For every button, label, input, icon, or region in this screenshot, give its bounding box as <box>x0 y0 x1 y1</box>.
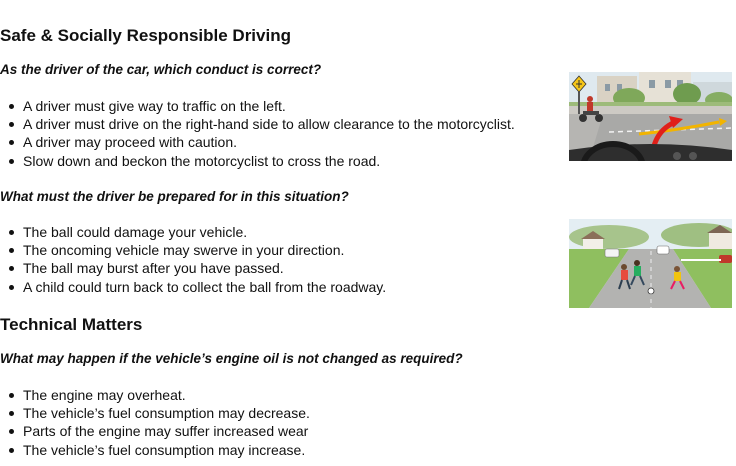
answer-option[interactable]: The ball may burst after you have passed. <box>23 259 386 277</box>
answer-option[interactable]: Slow down and beckon the motorcyclist to cross the road. <box>23 152 515 170</box>
answer-list <box>0 386 310 459</box>
answer-option[interactable]: The oncoming vehicle may swerve in your direction. <box>23 241 386 259</box>
answer-option[interactable]: The vehicle’s fuel consumption may increase. <box>23 441 310 459</box>
answer-option[interactable]: A driver must drive on the right-hand side to allow clearance to the motorcyclist. <box>23 116 515 133</box>
answer-list <box>0 223 386 296</box>
question-prompt: What must the driver be prepared for in this situation? <box>0 189 349 204</box>
answer-list <box>0 97 515 170</box>
section-title-safe-driving: Safe & Socially Responsible Driving <box>0 26 291 45</box>
question-prompt: As the driver of the car, which conduct is correct? <box>0 62 322 77</box>
section-title-technical-matters: Technical Matters <box>0 315 143 334</box>
question-prompt: What may happen if the vehicle’s engine oil is not changed as required? <box>0 351 463 366</box>
answer-option[interactable]: A child could turn back to collect the ball from the roadway. <box>23 278 387 295</box>
children-ball-street-illustration <box>569 219 732 308</box>
answer-option[interactable]: The vehicle’s fuel consumption may decrease. <box>23 405 310 422</box>
motorcycle-intersection-illustration <box>569 72 732 161</box>
answer-option[interactable]: A driver may proceed with caution. <box>23 133 515 151</box>
answer-option[interactable]: The ball could damage your vehicle. <box>23 223 386 241</box>
answer-option[interactable]: A driver must give way to traffic on the left. <box>23 97 515 115</box>
answer-option[interactable]: Parts of the engine may suffer increased wear <box>23 423 309 440</box>
answer-option[interactable]: The engine may overheat. <box>23 386 310 404</box>
